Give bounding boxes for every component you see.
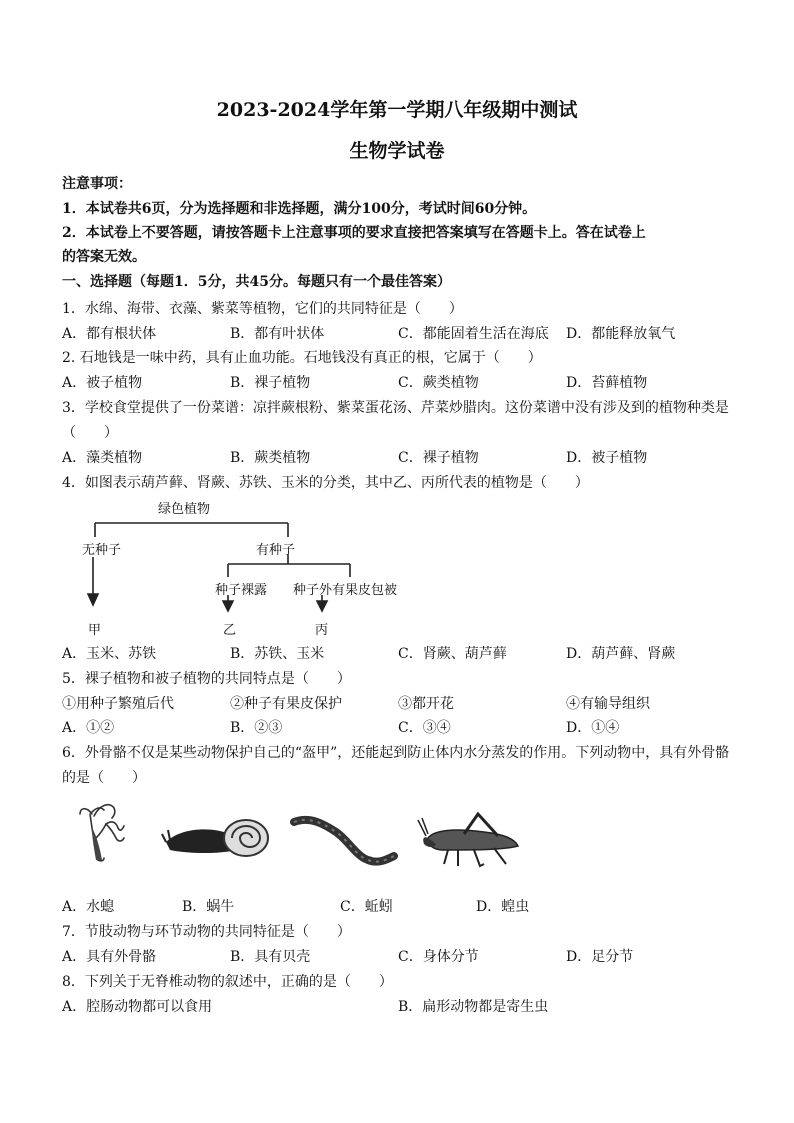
question-3-option-c: C．裸子植物 — [398, 450, 479, 466]
question-6-option-a: A．水螅 — [62, 899, 115, 915]
question-5-option-b: B．②③ — [230, 720, 283, 736]
notice-heading: 注意事项： — [62, 176, 132, 192]
question-5-statement-3: ③都开花 — [398, 696, 454, 712]
question-5-stem: 5．裸子植物和被子植物的共同特点是（ ） — [62, 671, 351, 687]
question-1-option-a: A．都有根状体 — [62, 326, 157, 342]
question-2-stem: 2. 石地钱是一味中药，具有止血功能。石地钱没有真正的根，它属于（ ） — [62, 350, 542, 366]
section-heading: 一、选择题（每题1．5分，共45分。每题只有一个最佳答案） — [62, 274, 451, 290]
question-5-option-a: A．①② — [62, 720, 115, 736]
question-3-option-d: D．被子植物 — [566, 450, 648, 466]
notice-item-1: 1．本试卷共6页，分为选择题和非选择题，满分100分，考试时间60分钟。 — [62, 201, 537, 217]
question-3-stem-cont: （ ） — [62, 425, 118, 441]
question-1-option-d: D．都能释放氧气 — [566, 326, 676, 342]
question-2-option-c: C．蕨类植物 — [398, 375, 479, 391]
exam-subtitle: 生物学试卷 — [349, 140, 445, 162]
question-2-option-a: A．被子植物 — [62, 375, 143, 391]
question-5-option-d: D．①④ — [566, 720, 620, 736]
classification-lines — [60, 497, 420, 639]
question-4-option-d: D．葫芦藓、肾蕨 — [566, 646, 676, 662]
question-4-option-b: B．苏铁、玉米 — [230, 646, 325, 662]
question-8-option-b: B．扁形动物都是寄生虫 — [398, 999, 549, 1015]
question-5-option-c: C．③④ — [398, 720, 451, 736]
question-1-stem: 1．水绵、海带、衣藻、紫菜等植物，它们的共同特征是（ ） — [62, 301, 463, 317]
question-1-option-c: C．都能固着生活在海底 — [398, 326, 549, 342]
question-7-stem: 7．节肢动物与环节动物的共同特征是（ ） — [62, 924, 351, 940]
question-4-option-c: C．肾蕨、葫芦藓 — [398, 646, 507, 662]
diagram-naked-seed-label: 种子裸露 — [215, 583, 268, 598]
question-2-option-d: D．苔藓植物 — [566, 375, 648, 391]
notice-item-2-cont: 的答案无效。 — [62, 249, 146, 265]
question-1-option-b: B．都有叶状体 — [230, 326, 325, 342]
question-8-stem: 8．下列关于无脊椎动物的叙述中，正确的是（ ） — [62, 974, 393, 990]
question-6-option-c: C．蚯蚓 — [340, 899, 393, 915]
question-7-option-b: B．具有贝壳 — [230, 949, 311, 965]
question-2-option-b: B．裸子植物 — [230, 375, 311, 391]
question-6-option-b: B．蜗牛 — [182, 899, 235, 915]
question-7-option-a: A．具有外骨骼 — [62, 949, 157, 965]
earthworm-image — [290, 798, 400, 878]
hydra-image — [70, 798, 140, 878]
question-8-option-a: A．腔肠动物都可以食用 — [62, 999, 213, 1015]
diagram-seed-label: 有种子 — [256, 543, 296, 558]
question-3-option-a: A．藻类植物 — [62, 450, 143, 466]
question-4-option-a: A．玉米、苏铁 — [62, 646, 157, 662]
grasshopper-image — [414, 798, 526, 878]
diagram-covered-seed-label: 种子外有果皮包被 — [293, 583, 398, 598]
question-4-stem: 4．如图表示葫芦藓、肾蕨、苏铁、玉米的分类，其中乙、丙所代表的植物是（ ） — [62, 475, 589, 491]
diagram-jia-label: 甲 — [88, 623, 102, 638]
question-6-stem: 6．外骨骼不仅是某些动物保护自己的“盔甲”，还能起到防止体内水分蒸发的作用。下列动物中，具有外骨骼 — [62, 745, 730, 761]
diagram-root-label: 绿色植物 — [158, 502, 211, 517]
question-3-stem: 3．学校食堂提供了一份菜谱：凉拌蕨根粉、紫菜蛋花汤、芹菜炒腊肉。这份菜谱中没有涉及到的植物种类是 — [62, 400, 729, 416]
exam-title: 2023-2024学年第一学期八年级期中测试 — [216, 99, 578, 121]
question-5-statement-2: ②种子有果皮保护 — [230, 696, 342, 712]
diagram-no-seed-label: 无种子 — [82, 543, 122, 558]
question-5-statement-4: ④有输导组织 — [566, 696, 650, 712]
diagram-yi-label: 乙 — [223, 623, 237, 638]
snail-image — [160, 798, 272, 878]
question-6-option-d: D．蝗虫 — [476, 899, 530, 915]
question-7-option-d: D．足分节 — [566, 949, 634, 965]
question-6-stem-cont: 的是（ ） — [62, 770, 146, 786]
classification-diagram — [60, 497, 420, 639]
question-5-statement-1: ①用种子繁殖后代 — [62, 696, 174, 712]
question-3-option-b: B．蕨类植物 — [230, 450, 311, 466]
question-7-option-c: C．身体分节 — [398, 949, 479, 965]
notice-item-2: 2．本试卷上不要答题，请按答题卡上注意事项的要求直接把答案填写在答题卡上。答在试卷上 — [62, 225, 646, 241]
diagram-bing-label: 丙 — [315, 623, 329, 638]
